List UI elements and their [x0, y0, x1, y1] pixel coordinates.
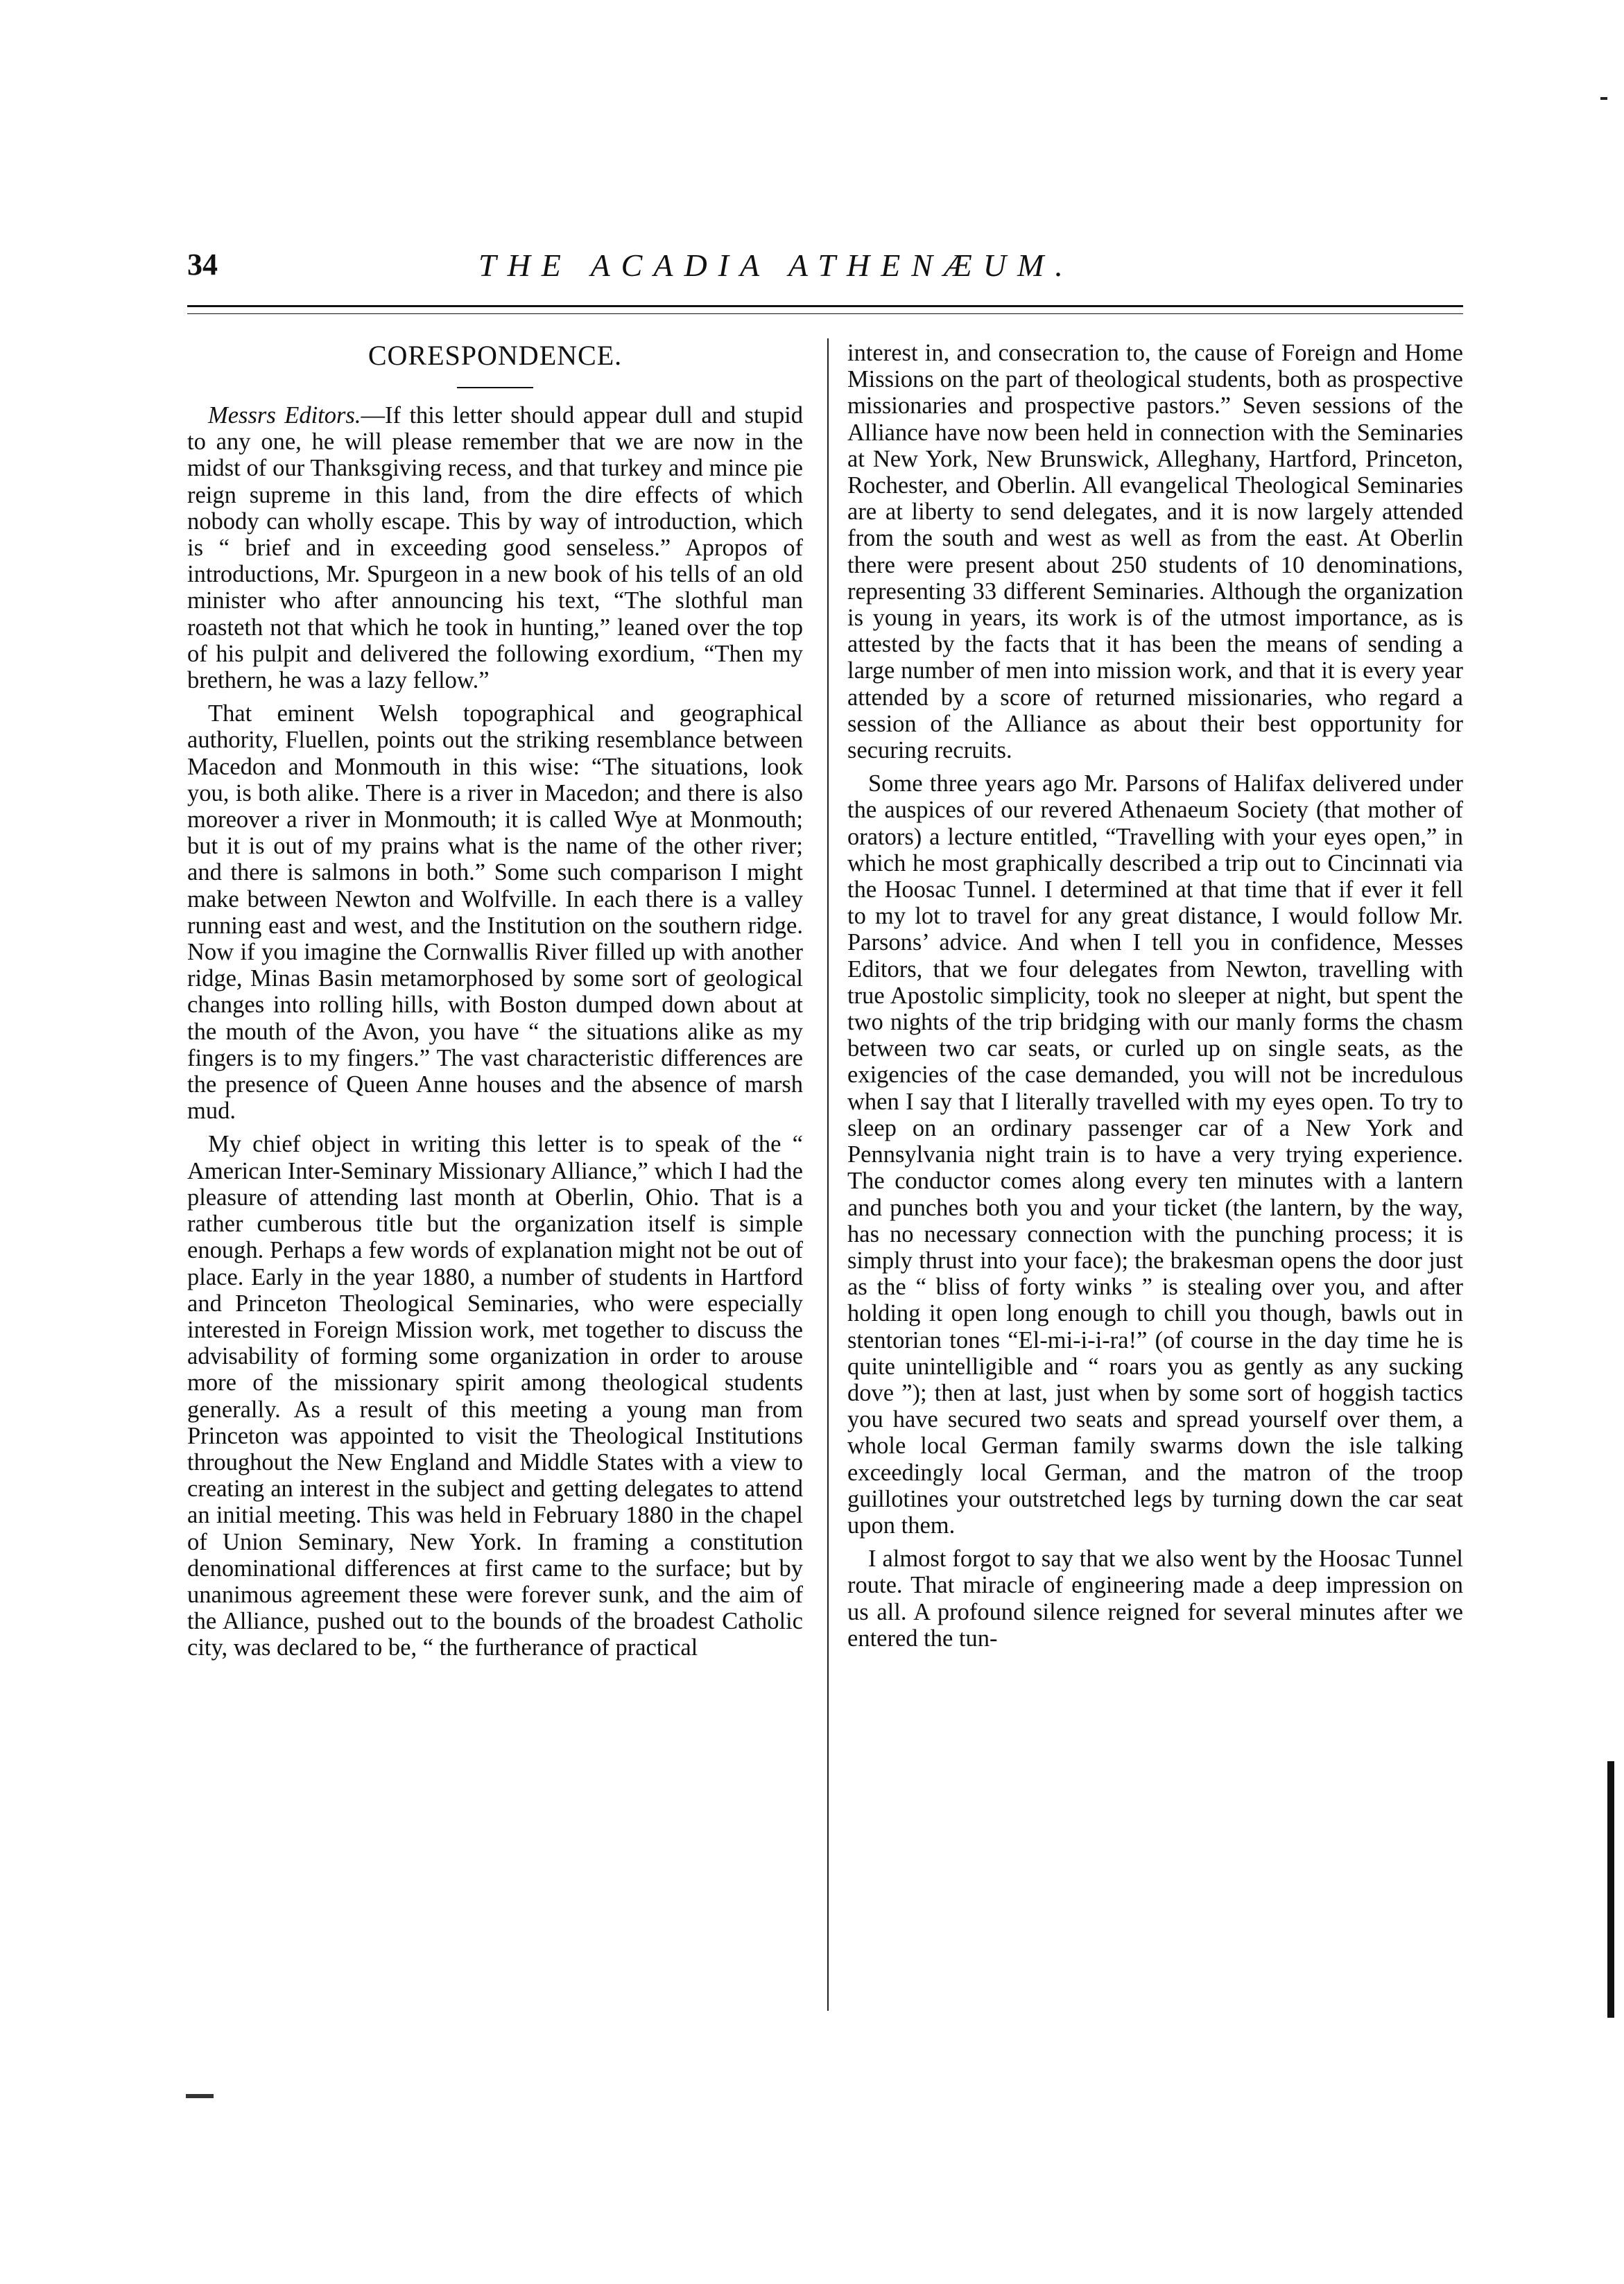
paragraph: My chief object in writing this letter is to speak of the “ American Inter-Seminary Missionary Alliance,” which I had the pleasure of attending last month at Oberlin, Ohio. That is a rather cumberous title but the organization itself is simple enough. Perhaps a few words of explanation might not be out of place. Early in the year 1880, a number of students in Hartford and Princeton Theological Seminaries, who were especially interested in Foreign Mission work, met together to discuss the advisability of forming some organization in order to arouse more of the missionary spirit among theological students generally. As a result of this meeting a young man from Princeton was appointed to visit the Theological Institutions throughout the New England and Middle States with a view to creating an interest in the subject and getting delegates to attend an initial meeting. This was held in February 1880 in the chapel of Union Seminary, New York. In framing a constitution denominational differences at first came to the surface; but by unanimous agreement these were forever sunk, and the aim of the Alliance, pushed out to the bounds of the broadest Catholic city, was declared to be, “ the furtherance of practical: [187, 1131, 803, 1661]
running-head: THE ACADIA ATHENÆUM.: [478, 248, 1074, 283]
scan-speck: [186, 2094, 214, 2098]
right-column: [847, 340, 1463, 1659]
paragraph: [187, 402, 803, 693]
paragraph: I almost forgot to say that we also went by the Hoosac Tunnel route. That miracle of engineering made a deep impression on us all. A profound silence reigned for several minutes after we entered the tun-: [847, 1546, 1463, 1652]
column-divider: [827, 338, 829, 2011]
scan-speck: [1600, 97, 1607, 100]
page-number: 34: [187, 248, 218, 282]
title-rule: [457, 387, 533, 388]
scan-edge-mark: [1607, 1761, 1614, 2018]
paragraph: That eminent Welsh topographical and geographical authority, Fluellen, points out the striking resemblance between Macedon and Monmouth in this wise: “The situations, look you, is both alike. There is a river in Macedon; and there is also moreover a river in Monmouth; it is called Wye at Monmouth; but it is out of my prains what is the name of the other river; and there is salmons in both.” Some such comparison I might make between Newton and Wolfville. In each there is a valley running east and west, and the Institution on the southern ridge. Now if you imagine the Cornwallis River filled up with another ridge, Minas Basin metamorphosed by some sort of geological changes into rolling hills, with Boston dumped down about at the mouth of the Avon, you have “ the situations alike as my fingers is to my fingers.” The vast characteristic differences are the presence of Queen Anne houses and the absence of marsh mud.: [187, 700, 803, 1125]
header-rule: [187, 305, 1463, 307]
page-header: [187, 247, 1463, 302]
left-column: [187, 340, 803, 1668]
header-rule-thin: [187, 313, 1463, 314]
paragraph: Some three years ago Mr. Parsons of Halifax delivered under the auspices of our revered Athenaeum Society (that mother of orators) a lecture entitled, “Travelling with your eyes open,” in which he most graphically described a trip out to Cincinnati via the Hoosac Tunnel. I determined at that time that if ever it fell to my lot to travel for any great distance, I would follow Mr. Parsons’ advice. And when I tell you in confidence, Messes Editors, that we four delegates from Newton, travelling with true Apostolic simplicity, took no sleeper at night, but spent the two nights of the trip bridging with our manly forms the chasm between two car seats, or curled up on single seats, as the exigencies of the case demanded, you will not be incredulous when I say that I literally travelled with my eyes open. To try to sleep on an ordinary passenger car of a New York and Pennsylvania night train is to have a very trying experience. The conductor comes along every ten minutes with a lantern and punches both you and your ticket (the lantern, by the way, has no necessary connection with the punching process; it is simply thrust into your face); the brakesman opens the door just as the “ bliss of forty winks ” is stealing over you, and after holding it open long enough to chill you though, bawls out in stentorian tones “El-mi-i-i-ra!” (of course in the day time he is quite unintelligible and “ roars you as gently as any sucking dove ”); then at last, just when by some sort of hoggish tactics you have secured two seats and spread yourself over them, a whole local German family swarms down the isle talking exceedingly local German, and the matron of the troop guillotines your outstretched legs by turning down the car seat upon them.: [847, 770, 1463, 1539]
salutation: Messrs Editors.: [208, 402, 361, 429]
paragraph-text: —If this letter should appear dull and stupid to any one, he will please remember that we are now in the midst of our Thanksgiving recess, and that turkey and mince pie reign supreme in this land, from the dire effects of which nobody can wholly escape. This by way of introduction, which is “ brief and in exceeding good senseless.” Apropos of introductions, Mr. Spurgeon in a new book of his tells of an old minister who after announcing his text, “The slothful man roasteth not that which he took in hunting,” leaned over the top of his pulpit and delivered the following exordium, “Then my brethern, he was a lazy fellow.”: [187, 402, 803, 694]
paragraph: interest in, and consecration to, the cause of Foreign and Home Missions on the part of theological students, both as prospective missionaries and prospective pastors.” Seven sessions of the Alliance have now been held in connection with the Seminaries at New York, New Brunswick, Alleghany, Hartford, Princeton, Rochester, and Oberlin. All evangelical Theological Seminaries are at liberty to send delegates, and it is now largely attended from the south and west as well as from the east. At Oberlin there were present about 250 students of 10 denominations, representing 33 different Seminaries. Although the organization is young in years, its work is of the utmost importance, as is attested by the facts that it has been the means of sending a large number of men into mission work, and that it is every year attended by a score of returned missionaries, who regard a session of the Alliance as about their best opportunity for securing recruits.: [847, 340, 1463, 764]
section-title: CORESPONDENCE.: [368, 340, 623, 371]
